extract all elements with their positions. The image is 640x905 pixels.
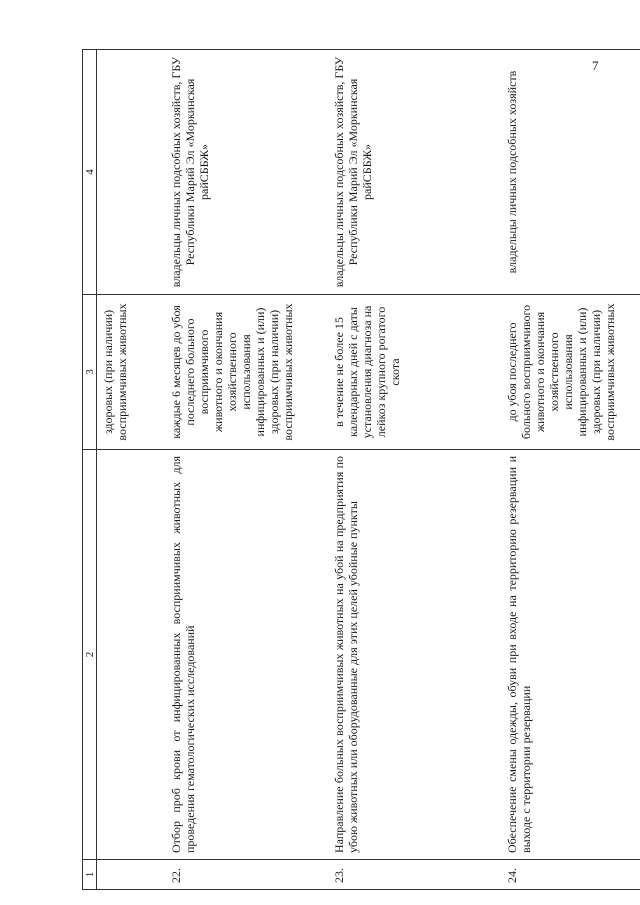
row-number: 24. <box>501 860 640 890</box>
measures-table <box>82 49 640 890</box>
row-number: 22. <box>165 860 328 890</box>
table-row <box>165 50 328 890</box>
column-number: 4 <box>83 50 97 295</box>
table-row <box>328 50 501 890</box>
row-executor: владельцы личных подсобных хозяйств, ГБУ Республики Марий Эл «Моркинская райСББЖ» <box>165 50 328 295</box>
column-number-row <box>83 50 97 890</box>
row-term: здоровых (при наличии) восприимчивых животных <box>97 295 166 450</box>
page-number: 7 <box>592 58 599 73</box>
rotated-page-content <box>82 50 637 890</box>
column-number: 3 <box>83 295 97 450</box>
column-number: 1 <box>83 860 97 890</box>
row-measure: Отбор проб крови от инфицированных восприимчивых животных для проведения гематологических исследований <box>165 450 328 860</box>
column-number: 2 <box>83 450 97 860</box>
row-measure: Обеспечение смены одежды, обуви при входе на территорию резервации и выходе с территории резервации <box>501 450 640 860</box>
row-number: 23. <box>328 860 501 890</box>
row-measure: Направление больных восприимчивых животных на убой на предприятия по убою животных или оборудованные для этих целей убойные пункты <box>328 450 501 860</box>
row-term: каждые 6 месяцев до убоя последнего больного восприимчивого животного и окончания хозяйственного использования инфицированных и (или) здоровых (при наличии) восприимчивых животных <box>165 295 328 450</box>
row-term: в течение не более 15 календарных дней с даты установления диагноза на лейкоз крупного рогатого скота <box>328 295 501 450</box>
row-executor: владельцы личных подсобных хозяйств, ГБУ Республики Марий Эл «Моркинская райСББЖ» <box>328 50 501 295</box>
table-row <box>501 50 640 890</box>
row-term: до убоя последнего больного восприимчивого животного и окончания хозяйственного использования инфицированных и (или) здоровых (при наличии) восприимчивых животных <box>501 295 640 450</box>
table-row-continuation <box>97 50 166 890</box>
row-executor: владельцы личных подсобных хозяйств <box>501 50 640 295</box>
